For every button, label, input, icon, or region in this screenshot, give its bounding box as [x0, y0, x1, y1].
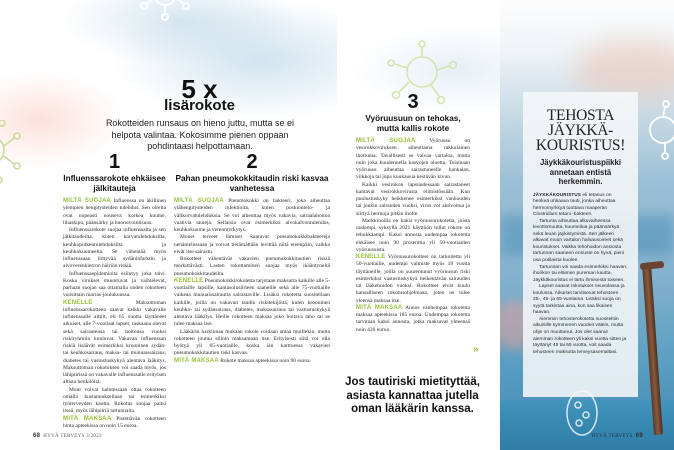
paragraph-text: Pneumokokkirokotetta tarjotaan maksutta kaikille alle 5-vuotiaille lapsille, kantasolusiirteen saaneille sekä alle 75-vuotiaille vaikeaa munuaissairautta sairastaville. Lisäksi rokotetta suositellaan kaikille, joilla on vakavan taudin riskitekijöitä, kuten krooninen keuhko- tai sydänsairaus, diabetes, maksasairaus tai vastustuskykyä alentava lääkitys. Heille rokotteen maksaa joko hoitava taho tai se tulee maksaa itse.: [174, 277, 330, 328]
lead-label: MITÄ MAKSAA: [63, 415, 112, 422]
footer-right: [591, 433, 646, 439]
paragraph-text: Pneumokokki on bakteeri, joka aiheuttaa ylähengitysteiden infektioita, kuten poskiontelo- ja välikorvatulehduksia. Se voi aiheuttaa myös vakavia, sairaalahoitoa vaativia tauteja. Sellaisia ovat esimerkiksi aivokalvontulehdus, keuhkokuume ja verenmyrkytys.: [174, 198, 330, 233]
lead-label: KENELLE: [63, 299, 93, 306]
paragraph: [63, 416, 166, 431]
paragraph: Lääkärin harkinnan mukaan rokote voidaan antaa muillekin, mutta rokotteen joutuu silloin maksamaan itse. Erityisesti siitä voi olla hyötyä yli 65-vuotiaille, koska iän karttuessa vakavien pneumokokkitautien riski kasvaa.: [174, 328, 330, 357]
lead-label: MILTÄ SUOJAA: [63, 198, 112, 204]
tetanus-sidebar: [523, 92, 638, 397]
section-heading: Vyöruusuun on tehokas, mutta kallis rokote: [365, 114, 461, 133]
paragraph: [356, 305, 470, 334]
right-page: [337, 0, 500, 450]
paragraph: Muut voivat halutessaan ottaa rokotteen omalla kustannuksellaan tai esimerkiksi työterveyden kautta. Rokotus suojaa paitsi itseä, myös lähipiiriä tartunnalta.: [63, 386, 166, 415]
paragraph-text: Vyöruusu on vesirokkoviruksen aiheuttama rakkulainen ihottuma. Tavallisesti se vaivaa vartaloa, mutta noin joka kuudennella kasvojen aluetta. Toisinaan vyöruusu aiheuttaa sairastuneelle hankalan, viikkoja tai jopa kuukausia kestävän kivun.: [356, 138, 470, 181]
headline: lisärokote: [164, 97, 235, 114]
virus-icon: [0, 120, 25, 190]
paragraph: Influenssaepidemioita esiintyy joka talvi. Koska virukset muuntuvat ja vaihtelevat, parhaan suojan saa ottamalla uuden rokotteen vuosittain marras-joulukuussa.: [63, 270, 166, 299]
paragraph: [356, 254, 470, 305]
title-line: JÄYKKÄ-: [547, 122, 614, 139]
column-influenza: [63, 152, 166, 430]
sidebar-subtitle: Jäykkäkouristuspiikki annetaan entistä herkemmin.: [539, 158, 622, 186]
paragraph: [63, 198, 166, 227]
virus-icon: [140, 0, 190, 22]
lead-label: KENELLE: [174, 277, 204, 284]
headline-number: 5 x: [181, 74, 218, 104]
magazine-name: HYVÄ TERVEYS 3/2023: [43, 434, 102, 439]
lead-label: JÄYKKÄKOURISTUS: [533, 191, 582, 197]
paragraph: [533, 192, 628, 219]
continue-mark: »: [473, 344, 479, 355]
section-number: 1: [108, 151, 121, 173]
paragraph: Monet terveet ihmiset kantavat pneumokokkibakteereja nenänielussaan ja voivat tietämättään levittää niitä eteenpäin, vaikka eivät itse sairastu.: [174, 234, 330, 255]
paragraph-text: Influenssa on äkillinen ylempien hengitysteiden tulehdus. Sen oireita ovat nopeasti nouseva korkea kuume, lihaskipu, päänsärky ja huonovointisuus.: [63, 198, 166, 226]
page-number: 68: [33, 433, 41, 439]
title-line: TEHOSTA: [546, 107, 615, 124]
paragraph: Influenssarokote suojaa influenssalta ja sen jälkitaudeilta, kuten korvatulehduksilta, keuhkoputkentulehduksilta ja keuhkokuumeelta. Se vähentää myös influenssaan liittyvää sydäninfarktin ja aivoverenkierron häiriön riskiä.: [63, 227, 166, 270]
paragraph: Aiemmin tehosterokotetta suositeltiin aikuisille kymmenen vuoden välein, mutta ohje on muuttunut. Jos olet saanut aiemman rokotteen yli kaksi vuotta sitten ja täyttänyt 45 tai 65 vuotta, voit saada tehosteen maksutta terveysasemaltasi.: [533, 316, 627, 355]
paragraph-text: Maksuttoman influenssarokotteen saavat kaikki vakavalle influenssalle alttiit, eli 65 vuotta täyttäneet aikuiset, alle 7-vuotiaat lapset, raskaana olevat sekä sairautensa tai hoitonsa vuoksi riskiryhmiin kuuluvat. Vakavan influenssan riskiä lisäävät esimerkiksi krooninen sydän- tai keuhkosairaus, maksa- tai munuaissairaus, diabetes tai vastustuskykyä alentava lääkitys. Maksuttoman rokotuksen voi saada myös, jos lähipiirissä on vakavalle influenssalle erityisen altista henkilöitä.: [63, 299, 166, 386]
page-number: 69: [635, 433, 643, 439]
lead-label: MILTÄ SUOJAA: [174, 198, 224, 204]
paragraph: [174, 278, 330, 329]
paragraph: Tartunta aiheuttaa alkuvaiheessa levottomuutta, kuumeilua ja päänsärkyä sekä leuan jäykistymistä. Sen jälkeen alkavat muun vartalon halvausoireet sekä kouristukset. Vaikka tehohoidon ansiosta tartunnan saaneen ennuste on hyvä, pieni osa potilaista kuolee.: [533, 218, 625, 263]
magazine-name: HYVÄ TERVEYS: [591, 434, 633, 439]
paragraph: [63, 300, 166, 387]
pull-quote: Jos tautiriski mietityttää, asiasta kannattaa jutella oman lääkärin kanssa.: [345, 376, 480, 415]
paragraph-text: Annos vanhempaa rokotetta maksaa apteekissa 185 euroa. Uudempaa rokotetta tarvitaan kaksi annosta, jotka maksavat yhteensä noin 420 euroa.: [356, 304, 470, 333]
paragraph: Kaikki vesirokon lapsuudessaan sairastaneet kantavat vesirokkovirusta elimistössään. Kun puolustuskyky heikkenee esimerkiksi vanhuuden tai jonkin sairauden vuoksi, virus voi aktivoitua ja siirtyä hermoja pitkin iholle.: [356, 181, 470, 217]
paragraph: [356, 138, 470, 182]
paragraph: Tartunnan voi saada esimerkiksi haavan, ihorikon tai eläimen pureman kautta. Jäykkäkouristus ei tartu ihmisestä toiseen.: [533, 264, 628, 283]
paragraph-text: Pistettävän rokotteen hinta apteekissa on noin 15 euroa.: [63, 415, 166, 429]
paragraph-text: Vyöruusurokotteet on tarkoitettu yli 50-vuotiaille, uudempi valmiste myös 18 vuotta täyttäneille, joilla on suurentunut vyöruusun riski esimerkiksi vastustuskykyä heikentävän sairauden tai lääkehoidon vuoksi. Rokotteet eivät kuulu kansalliseen rokotusohjelmaan, joten ne tulee yleensä maksaa itse.: [356, 254, 470, 304]
intro-text: Rokotteiden runsaus on hieno juttu, mutta se ei helpota valintaa. Kokosimme pienen oppaan pohdintaasi helpottamaan.: [105, 118, 295, 151]
lead-label: MITÄ MAKSAA: [174, 357, 219, 364]
paragraph: Markkinoilla on kaksi vyöruusurokotetta, joista uudempi, syksyllä 2021 käyttöön tullut rokote on tehokkaampi. Kaksi annosta uudempaa rokotetta ehkäisee noin 90 prosenttia yli 50-vuotiaiden vyöruusuista.: [356, 217, 470, 253]
lead-label: KENELLE: [356, 254, 386, 260]
column-pneumococcus: [174, 152, 330, 365]
section-heading: Influenssarokote ehkäisee jälkitauteja: [63, 174, 166, 193]
section-number: 3: [407, 91, 419, 113]
paragraph: Lapset saavat rokotukset neuvolassa ja koulussa. Aikuiset tarvitsevat tehosteen 25-, 45- ja 65-vuotiaina. Lisäksi suoja on syytä tarkistaa aina, kun saa likaisen haavan.: [533, 284, 625, 316]
column-shingles: [356, 92, 470, 334]
section-number: 2: [246, 151, 258, 173]
lead-label: MILTÄ SUOJAA: [356, 138, 416, 144]
paragraph-text: eli tetanus on henkeä uhkaava tauti, jonka aiheuttaa hermomyrkkyä tuottava maaperän Clostridium tetani -bakteeri.: [533, 192, 616, 218]
sidebar-title: [533, 108, 628, 153]
virus-icon: [635, 100, 674, 160]
lead-label: MITÄ MAKSAA: [356, 304, 403, 311]
paragraph-text: Rokote maksaa apteekissa noin 90 euroa.: [218, 357, 311, 364]
footer-left: [30, 433, 102, 439]
section-heading: Pahan pneumokokkitaudin riski kasvaa vanhetessa: [175, 174, 329, 193]
paragraph: [174, 198, 330, 234]
paragraph: [174, 358, 330, 365]
paragraph: Rokotteet vähentävät vakavien pneumokokkitautien riskiä merkittävästi. Lasten rokottaminen suojaa myös ikääntyneitä pneumokokkitaudeilta.: [174, 256, 330, 277]
title-line: KOURISTUS!: [535, 137, 626, 154]
